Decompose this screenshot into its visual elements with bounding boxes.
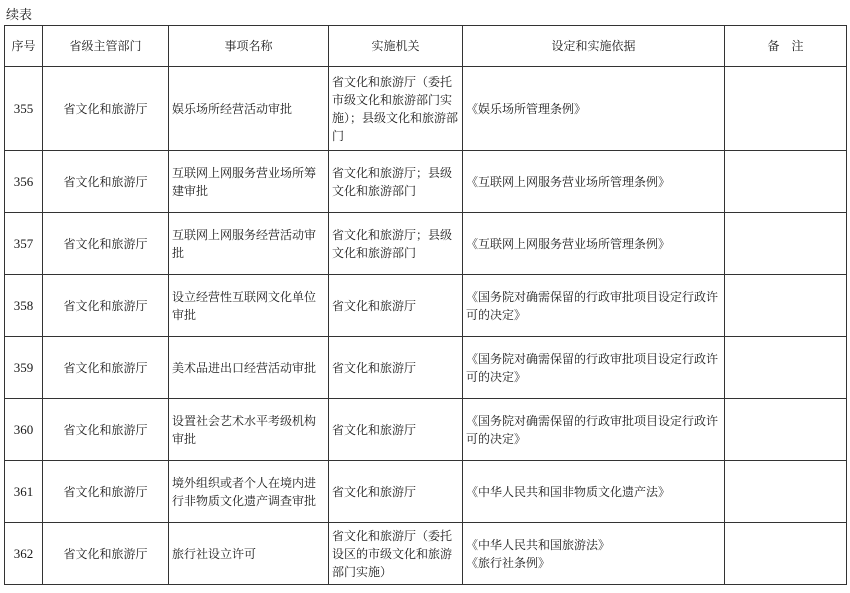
cell-basis xyxy=(463,67,725,151)
table-row xyxy=(5,275,847,337)
table-caption: 续表 xyxy=(6,8,33,23)
cell-org: 省文化和旅游厅（委托市级文化和旅游部门实施）；县级文化和旅游部门 xyxy=(329,67,463,151)
table-row xyxy=(5,399,847,461)
cell-seq: 358 xyxy=(5,275,43,337)
cell-item: 互联网上网服务经营活动审批 xyxy=(169,213,329,275)
cell-basis xyxy=(463,461,725,523)
cell-note xyxy=(725,151,847,213)
header-org: 实施机关 xyxy=(329,26,463,67)
cell-org: 省文化和旅游厅（委托设区的市级文化和旅游部门实施） xyxy=(329,523,463,585)
cell-basis xyxy=(463,275,725,337)
basis-line: 《旅行社条例》 xyxy=(466,555,551,570)
header-dept: 省级主管部门 xyxy=(43,26,169,67)
cell-seq: 355 xyxy=(5,67,43,151)
licensing-items-table xyxy=(4,25,847,585)
header-item: 事项名称 xyxy=(169,26,329,67)
basis-line: 《娱乐场所管理条例》 xyxy=(466,101,587,116)
basis-line: 《国务院对确需保留的行政审批项目设定行政许可的决定》 xyxy=(466,289,719,322)
header-basis: 设定和实施依据 xyxy=(463,26,725,67)
cell-item: 娱乐场所经营活动审批 xyxy=(169,67,329,151)
cell-note xyxy=(725,461,847,523)
cell-dept: 省文化和旅游厅 xyxy=(43,523,169,585)
table-row xyxy=(5,523,847,585)
basis-line: 《中华人民共和国旅游法》 xyxy=(466,537,611,552)
cell-dept: 省文化和旅游厅 xyxy=(43,151,169,213)
cell-item: 设立经营性互联网文化单位审批 xyxy=(169,275,329,337)
basis-line: 《国务院对确需保留的行政审批项目设定行政许可的决定》 xyxy=(466,351,719,384)
header-row xyxy=(5,26,847,67)
cell-basis xyxy=(463,213,725,275)
cell-seq: 361 xyxy=(5,461,43,523)
cell-note xyxy=(725,213,847,275)
cell-item: 设置社会艺术水平考级机构审批 xyxy=(169,399,329,461)
cell-item: 旅行社设立许可 xyxy=(169,523,329,585)
table-row xyxy=(5,151,847,213)
cell-org: 省文化和旅游厅 xyxy=(329,275,463,337)
cell-item: 境外组织或者个人在境内进行非物质文化遗产调查审批 xyxy=(169,461,329,523)
basis-line: 《互联网上网服务营业场所管理条例》 xyxy=(466,174,671,189)
cell-seq: 356 xyxy=(5,151,43,213)
cell-seq: 360 xyxy=(5,399,43,461)
cell-note xyxy=(725,67,847,151)
basis-line: 《互联网上网服务营业场所管理条例》 xyxy=(466,236,671,251)
cell-seq: 359 xyxy=(5,337,43,399)
cell-dept: 省文化和旅游厅 xyxy=(43,275,169,337)
cell-basis xyxy=(463,523,725,585)
cell-dept: 省文化和旅游厅 xyxy=(43,399,169,461)
header-note: 备 注 xyxy=(725,26,847,67)
header-seq: 序号 xyxy=(5,26,43,67)
basis-line: 《中华人民共和国非物质文化遗产法》 xyxy=(466,484,671,499)
cell-basis xyxy=(463,151,725,213)
cell-seq: 357 xyxy=(5,213,43,275)
cell-note xyxy=(725,399,847,461)
table-row xyxy=(5,213,847,275)
cell-dept: 省文化和旅游厅 xyxy=(43,337,169,399)
cell-org: 省文化和旅游厅；县级文化和旅游部门 xyxy=(329,213,463,275)
cell-seq: 362 xyxy=(5,523,43,585)
cell-basis xyxy=(463,399,725,461)
table-row xyxy=(5,67,847,151)
cell-note xyxy=(725,337,847,399)
cell-note xyxy=(725,275,847,337)
cell-basis xyxy=(463,337,725,399)
basis-line: 《国务院对确需保留的行政审批项目设定行政许可的决定》 xyxy=(466,413,719,446)
cell-org: 省文化和旅游厅；县级文化和旅游部门 xyxy=(329,151,463,213)
cell-note xyxy=(725,523,847,585)
cell-org: 省文化和旅游厅 xyxy=(329,399,463,461)
cell-item: 互联网上网服务营业场所筹建审批 xyxy=(169,151,329,213)
cell-dept: 省文化和旅游厅 xyxy=(43,461,169,523)
cell-org: 省文化和旅游厅 xyxy=(329,461,463,523)
table-row xyxy=(5,461,847,523)
cell-item: 美术品进出口经营活动审批 xyxy=(169,337,329,399)
cell-dept: 省文化和旅游厅 xyxy=(43,213,169,275)
table-row xyxy=(5,337,847,399)
cell-dept: 省文化和旅游厅 xyxy=(43,67,169,151)
cell-org: 省文化和旅游厅 xyxy=(329,337,463,399)
